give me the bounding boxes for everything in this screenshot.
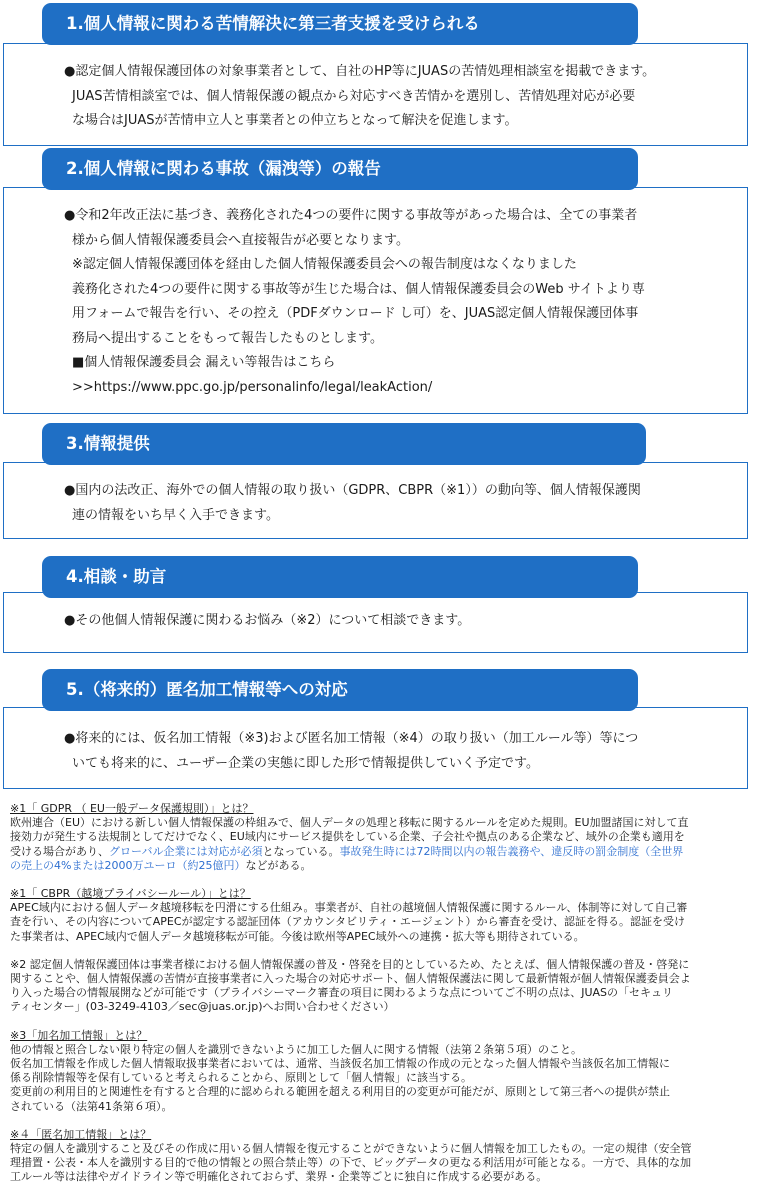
section-5-line: いても将来的に、ユーザー企業の実態に即した形で情報提供していく予定です。	[72, 755, 539, 771]
note-line: り入った場合の情報展開などが可能です（プライバシーマーク審査の項目に関わるような点についてご不明の点は、JUASの「セキュリ	[10, 986, 674, 1000]
section-3-header: 3.情報提供	[42, 423, 646, 465]
note-line: 欧州連合（EU）における新しい個人情報保護の枠組みで、個人データの処理と移転に関するルールを定めた規則。EU加盟諸国に対して直	[10, 816, 689, 830]
section-5-header: 5.（将来的）匿名加工情報等への対応	[42, 669, 638, 711]
section-3-content	[64, 479, 696, 528]
note-line: 理措置・公表・本人を識別する目的で他の情報との照合禁止等）の下で、ビッグデータの更なる利活用が可能となる。一方で、具体的な加	[10, 1156, 692, 1170]
note-line: 係る削除情報等を保有していると考えられることから、原則として「個人情報」に該当する。	[10, 1071, 472, 1085]
section-2-line: 務局へ提出することをもって報告したものとします。	[72, 330, 383, 346]
note-text: となっている。	[262, 844, 340, 858]
note-line: た事業者は、APEC域内で個人データ越境移転が可能。今後は欧州等APEC域外への連携・拡大等も期待されている。	[10, 929, 585, 943]
section-4-header: 4.相談・助言	[42, 556, 638, 598]
section-1-line: ●認定個人情報保護団体の対象事業者として、自社のHP等にJUASの苦情処理相談室を掲載できます。	[64, 64, 656, 79]
note-anonymized	[10, 1128, 756, 1185]
section-2-line: ※認定個人情報保護団体を経由した個人情報保護委員会への報告制度はなくなりました	[72, 257, 577, 272]
note-line: 査を行い、その内容についてAPECが認定する認証団体（アカウンタビリティ・エージェント）から審査を受け、認証を得る。認証を受け	[10, 915, 686, 929]
section-3-line: ●国内の法改正、海外での個人情報の取り扱い（GDPR、CBPR（※1））の動向等、個人情報保護関	[64, 483, 641, 498]
section-4-line: ●その他個人情報保護に関わるお悩み（※2）について相談できます。	[64, 613, 471, 628]
section-1-header: 1.個人情報に関わる苦情解決に第三者支援を受けられる	[42, 3, 638, 45]
note-line: 他の情報と照合しない限り特定の個人を識別できないように加工した個人に関する情報（法第２条第５項）のこと。	[10, 1042, 582, 1056]
footnotes	[10, 802, 756, 1199]
note-support	[10, 958, 756, 1015]
section-5-line: ●将来的には、仮名加工情報（※3)および匿名加工情報（※4）の取り扱い（加工ルール等）等につ	[64, 731, 639, 746]
note-gdpr-title: ※1「 GDPR （ EU一般データ保護規則）」とは？	[10, 802, 254, 815]
section-2-line: ■個人情報保護委員会 漏えい等報告はこちら	[72, 355, 336, 370]
section-2-content	[64, 204, 696, 400]
note-line: されている（法第41条第６項）。	[10, 1099, 173, 1113]
section-1-line: JUAS苦情相談室では、個人情報保護の観点から対応すべき苦情かを選別し、苦情処理対応が必要	[72, 88, 636, 104]
note-text: などがある。	[245, 858, 312, 872]
note-gdpr	[10, 802, 756, 873]
note-line: 接効力が発生する法規制としてだけでなく、EU域内にサービス提供をしている企業、子会社や拠点のある企業など、域外の企業も適用を	[10, 830, 685, 844]
note-anonymized-title: ※４「匿名加工情報」とは？	[10, 1127, 152, 1141]
note-pseudonymized	[10, 1029, 756, 1114]
note-line: 特定の個人を識別すること及びその作成に用いる個人情報を復元することができないように個人情報を加工したもの。一定の規律（安全管	[10, 1142, 692, 1156]
section-2-line: 義務化された4つの要件に関する事故等が生じた場合は、個人情報保護委員会のWeb サイトより専	[72, 281, 645, 297]
section-4-content	[64, 609, 696, 634]
note-text: 受ける場合があり、	[10, 844, 109, 858]
section-2-line: 様から個人情報保護委員会へ直接報告が必要となります。	[72, 232, 409, 248]
note-highlight: 事故発生時には72時間以内の報告義務や、違反時の罰金制度（全世界	[339, 844, 684, 858]
section-2-line: ●令和2年改正法に基づき、義務化された4つの要件に関する事故等があった場合は、全ての事業者	[64, 208, 638, 223]
note-highlight: グローバル企業には対応が必須	[109, 844, 263, 858]
note-line	[10, 859, 756, 873]
section-3-line: 連の情報をいち早く入手できます。	[72, 507, 279, 523]
section-2-line: 用フォームで報告を行い、その控え（PDFダウンロード し可）を、JUAS認定個人情報保護団体事	[72, 306, 639, 321]
note-line: ティセンター」(03-3249-4103／sec@juas.or.jp)へお問い合わせください）	[10, 1000, 395, 1014]
section-5-content	[64, 727, 696, 776]
section-2-header: 2.個人情報に関わる事故（漏洩等）の報告	[42, 148, 638, 190]
note-line: 変更前の利用目的と関連性を有すると合理的に認められる範囲を超える利用目的の変更が可能だが、原則として第三者への提供が禁止	[10, 1085, 670, 1099]
leak-report-link[interactable]: >>https://www.ppc.go.jp/personalinfo/legal/leakAction/	[72, 379, 433, 395]
section-1-line: な場合はJUASが苦情申立人と事業者との仲立ちとなって解決を促進します。	[72, 113, 518, 128]
section-1-content	[64, 60, 696, 134]
note-line: 仮名加工情報を作成した個人情報取扱事業者においては、通常、当該仮名加工情報の作成の元となった個人情報や当該仮名加工情報に	[10, 1057, 670, 1071]
note-line	[10, 845, 756, 859]
note-pseudonymized-title: ※3「加名加工情報」とは？	[10, 1028, 148, 1042]
note-cbpr-title: ※1「 CBPR（越境プライバシールール）」とは？	[10, 887, 251, 901]
note-line: APEC域内における個人データ越境移転を円滑にする仕組み。事業者が、自社の越境個人情報保護に関するルール、体制等に対して自己審	[10, 901, 688, 915]
note-line: 関することや、個人情報保護の苦情が直接事業者に入った場合の対応サポート、個人情報保護法に関して最新情報が個人情報保護委員会よ	[10, 972, 691, 986]
note-highlight: の売上の4%または2000万ユーロ（約25億円）	[10, 858, 246, 872]
note-line: ※2 認定個人情報保護団体は事業者様における個人情報保護の普及・啓発を目的としているため、たとえば、個人情報保護の普及・啓発に	[10, 957, 690, 971]
note-line: 工ルール等は法律やガイドライン等で明確化されておらず、業界・企業等ごとに独自に作成する必要がある。	[10, 1170, 548, 1184]
note-cbpr	[10, 887, 756, 944]
